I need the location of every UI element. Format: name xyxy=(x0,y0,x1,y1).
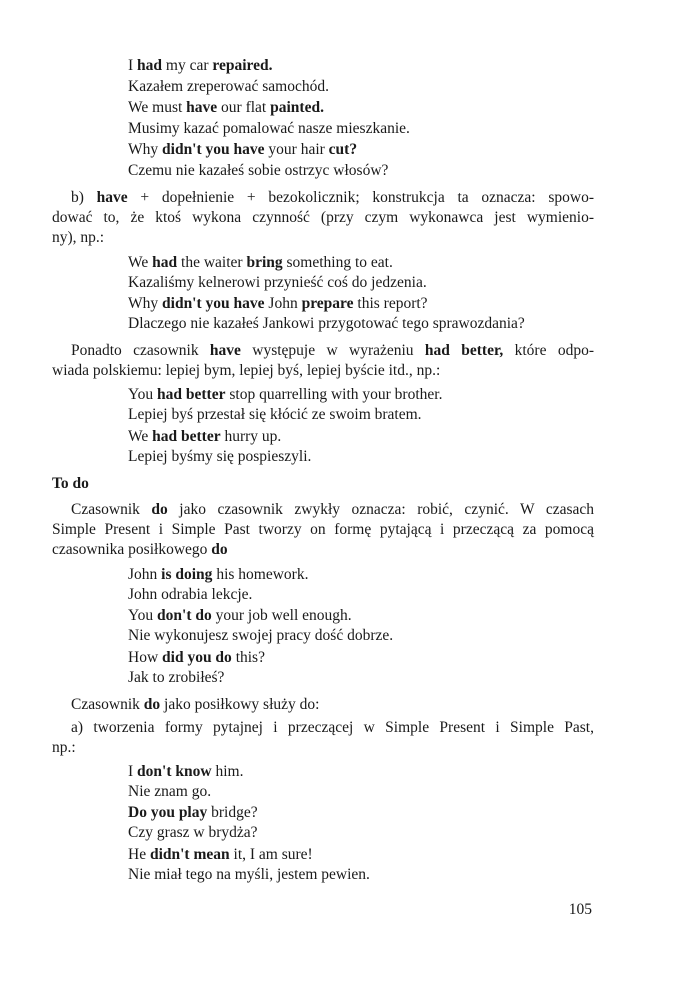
bold-text: cut? xyxy=(328,141,358,158)
text-segment: my car xyxy=(162,57,213,74)
text-segment: your hair xyxy=(264,141,329,158)
text-segment: Why xyxy=(128,295,163,312)
text-segment: Lepiej byś przestał się kłócić ze swoim bratem. xyxy=(128,406,422,423)
text-segment: bridge? xyxy=(207,804,258,821)
text-segment: You xyxy=(128,386,158,403)
example-line xyxy=(128,447,311,467)
example-line xyxy=(128,626,393,646)
bold-text: Do you play xyxy=(128,804,208,821)
text-segment: John odrabia lekcje. xyxy=(128,586,253,603)
text-segment: Dlaczego nie kazałeś Jankowi przygotować tego sprawozdania? xyxy=(128,315,525,332)
text-segment: a) tworzenia formy pytajnej i przeczącej w Simple Present i Simple Past, xyxy=(71,719,594,736)
example-line xyxy=(128,668,224,688)
text-segment: Czasownik xyxy=(71,501,152,518)
paragraph-line xyxy=(71,341,594,361)
example-line xyxy=(128,294,428,314)
example-line xyxy=(128,56,273,76)
text-segment: I xyxy=(128,763,138,780)
text-segment: Nie znam go. xyxy=(128,783,212,800)
page-number: 105 xyxy=(568,901,592,918)
text-segment: Czasownik xyxy=(71,696,144,713)
bold-text: don't do xyxy=(157,607,212,624)
bold-text: have xyxy=(186,99,218,116)
bold-text: painted. xyxy=(270,99,324,116)
text-segment: something to eat. xyxy=(282,254,393,271)
text-segment: We xyxy=(128,428,153,445)
example-line xyxy=(128,385,442,405)
example-line xyxy=(128,161,388,181)
bold-text: had xyxy=(152,254,178,271)
text-segment: How xyxy=(128,649,163,666)
bold-text: didn't mean xyxy=(149,846,230,863)
text-segment: Nie miał tego na myśli, jestem pewien. xyxy=(128,866,370,883)
text-segment: Czemu nie kazałeś sobie ostrzyc włosów? xyxy=(128,162,389,179)
paragraph-line xyxy=(71,718,594,738)
example-line xyxy=(128,140,357,160)
text-segment: które odpo- xyxy=(503,342,594,359)
bold-text: have xyxy=(96,189,128,206)
example-line xyxy=(128,565,308,585)
text-segment: ny), np.: xyxy=(52,229,105,246)
section-heading: To do xyxy=(52,475,89,492)
text-segment: it, I am sure! xyxy=(229,846,313,863)
text-segment: Czy grasz w brydża? xyxy=(128,824,258,841)
example-line xyxy=(128,77,329,97)
bold-text: didn't you have xyxy=(162,295,265,312)
text-segment: You xyxy=(128,607,158,624)
text-segment: wiada polskiemu: lepiej bym, lepiej byś, lepiej byście itd., np.: xyxy=(52,362,441,379)
text-segment: Jak to zrobiłeś? xyxy=(128,669,225,686)
paragraph-line xyxy=(52,540,228,560)
example-line xyxy=(128,803,258,823)
example-line xyxy=(128,648,265,668)
bold-text: had better xyxy=(157,386,226,403)
paragraph-line xyxy=(71,500,594,520)
text-segment: We xyxy=(128,254,153,271)
bold-text: don't know xyxy=(137,763,212,780)
text-segment: hurry up. xyxy=(220,428,282,445)
example-line xyxy=(128,606,352,626)
text-segment: jako posiłkowy służy do: xyxy=(160,696,320,713)
example-line xyxy=(128,405,422,425)
text-segment: jako czasownik zwykły oznacza: robić, czynić. W czasach xyxy=(167,501,594,518)
bold-text: repaired. xyxy=(212,57,273,74)
text-segment: I xyxy=(128,57,138,74)
paragraph-line xyxy=(52,361,440,381)
text-segment: b) xyxy=(71,189,97,206)
bold-text: had better xyxy=(152,428,221,445)
example-line xyxy=(128,585,252,605)
example-line xyxy=(128,253,393,273)
text-segment: Musimy kazać pomalować nasze mieszkanie. xyxy=(128,120,410,137)
example-line xyxy=(128,273,427,293)
text-segment: Lepiej byśmy się pospieszyli. xyxy=(128,448,312,465)
text-segment: np.: xyxy=(52,739,76,756)
example-line xyxy=(128,98,324,118)
text-segment: stop quarrelling with your brother. xyxy=(225,386,443,403)
example-line xyxy=(128,845,313,865)
text-segment: występuje w wyrażeniu xyxy=(240,342,425,359)
bold-text: didn't you have xyxy=(162,141,265,158)
text-segment: Ponadto czasownik xyxy=(71,342,210,359)
paragraph-line xyxy=(52,228,104,248)
text-segment: him. xyxy=(211,763,244,780)
text-segment: this report? xyxy=(353,295,428,312)
text-segment: Kazaliśmy kelnerowi przynieść coś do jedzenia. xyxy=(128,274,427,291)
bold-text: prepare xyxy=(301,295,354,312)
bold-text: have xyxy=(209,342,241,359)
example-line xyxy=(128,119,410,139)
text-segment: the waiter xyxy=(177,254,247,271)
text-segment: czasownika posiłkowego xyxy=(52,541,212,558)
text-segment: + dopełnienie + bezokolicznik; konstrukcja ta oznacza: spowo- xyxy=(127,189,594,206)
text-segment: this? xyxy=(231,649,265,666)
paragraph-line xyxy=(71,188,594,208)
example-line xyxy=(128,762,243,782)
text-segment: Simple Present i Simple Past tworzy on formę pytającą i przeczącą za pomocą xyxy=(52,521,594,538)
paragraph-line xyxy=(52,208,594,228)
text-segment: Nie wykonujesz swojej pracy dość dobrze. xyxy=(128,627,394,644)
bold-text: do xyxy=(151,501,168,518)
text-segment: your job well enough. xyxy=(211,607,352,624)
example-line xyxy=(128,314,525,334)
text-segment: our flat xyxy=(217,99,271,116)
bold-text: do xyxy=(143,696,161,713)
paragraph-line xyxy=(52,738,76,758)
text-segment: John xyxy=(264,295,302,312)
bold-text: is doing xyxy=(161,566,213,583)
paragraph-line xyxy=(71,695,319,715)
text-segment: Kazałem zreperować samochód. xyxy=(128,78,329,95)
example-line xyxy=(128,427,281,447)
text-segment: John xyxy=(128,566,162,583)
example-line xyxy=(128,823,258,843)
text-segment: We must xyxy=(128,99,187,116)
bold-text: had xyxy=(137,57,163,74)
text-segment: He xyxy=(128,846,150,863)
text-segment: Why xyxy=(128,141,163,158)
text-segment: his homework. xyxy=(212,566,309,583)
example-line xyxy=(128,782,211,802)
bold-text: did you do xyxy=(162,649,232,666)
example-line xyxy=(128,865,370,885)
bold-text: had better, xyxy=(424,342,504,359)
bold-text: do xyxy=(211,541,228,558)
text-segment: dować to, że ktoś wykona czynność (przy czym wykonawca jest wymienio- xyxy=(52,209,594,226)
paragraph-line xyxy=(52,520,594,540)
bold-text: bring xyxy=(246,254,283,271)
